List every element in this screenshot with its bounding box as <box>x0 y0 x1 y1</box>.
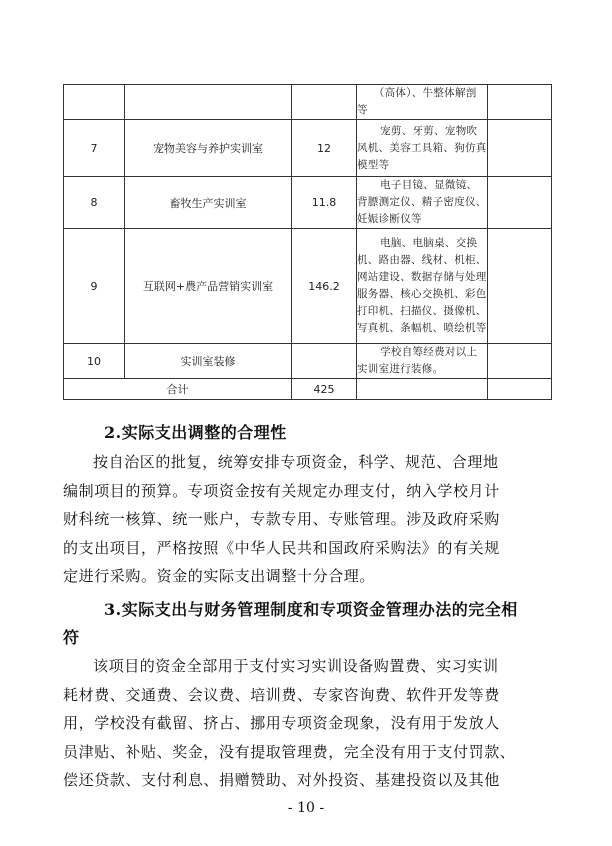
section3-line: 耗材费、交通费、会议费、培训费、专家咨询费、软件开发等费 <box>63 685 500 704</box>
page-number: - 10 - <box>287 800 325 816</box>
table-row <box>64 344 552 379</box>
section3-heading-line2: 符 <box>63 628 80 647</box>
row-description <box>357 229 488 344</box>
total-label: 合计 <box>64 379 292 400</box>
section2-line: 定进行采购。资金的实际支出调整十分合理。 <box>63 567 376 586</box>
row-description <box>357 85 488 120</box>
row-note <box>488 120 552 177</box>
section2-line: 按自治区的批复，统筹安排专项资金，科学、规范、合理地 <box>93 453 499 471</box>
row-note <box>488 229 552 344</box>
row-amount: 11.8 <box>292 177 357 229</box>
row-note <box>488 344 552 379</box>
section2-line: 编制项目的预算。专项资金按有关规定办理支付，纳入学校月计 <box>63 481 500 500</box>
row-note <box>488 177 552 229</box>
total-amount: 425 <box>292 379 357 400</box>
row-amount <box>292 85 357 120</box>
table-row <box>64 177 552 229</box>
row-name: 宠物美容与养护实训室 <box>125 120 292 177</box>
total-note-cell <box>488 379 552 400</box>
section2-line: 的支出项目，严格按照《中华人民共和国政府采购法》的有关规 <box>63 538 500 557</box>
total-desc-cell <box>357 379 488 400</box>
section3-line: 员津贴、补贴、奖金，没有提取管理费，完全没有用于支付罚款、 <box>63 742 516 761</box>
row-amount: 12 <box>292 120 357 177</box>
equipment-table <box>63 84 552 400</box>
row-amount: 146.2 <box>292 229 357 344</box>
row-description-text: 宠剪、牙剪、宠物吹风机、美容工具箱、狗仿真模型等 <box>357 124 487 171</box>
section2-line: 财科统一核算、统一账户，专款专用、专账管理。涉及政府采购 <box>63 510 500 529</box>
table-row <box>64 120 552 177</box>
section3-line: 偿还贷款、支付利息、捐赠赞助、对外投资、基建投资以及其他 <box>63 771 500 790</box>
row-name: 互联网+農产品营销实训室 <box>125 229 292 344</box>
row-description-text: 电子目镜、显微镜、背膘测定仪、精子密度仪、妊娠诊断仪等 <box>357 179 487 225</box>
section3-line: 该项目的资金全部用于支付实习实训设备购置费、实习实训 <box>93 657 499 675</box>
table-row <box>64 85 552 120</box>
table-row <box>64 229 552 344</box>
row-amount <box>292 344 357 379</box>
section3-paragraph <box>63 652 552 795</box>
section3-heading-line1: 3.实际支出与财务管理制度和专项资金管理办法的完全相 <box>104 600 518 619</box>
row-description-text: 电脑、电脑桌、交换机、路由器、线材、机柜、网站建设、数据存储与处理服务器、核心交换机、彩色打印机、扫描仪、摄像机、写真机、条幅机、喷绘机等 <box>357 237 487 334</box>
row-name: 畜牧生产实训室 <box>125 177 292 229</box>
row-description-text: 学校自筹经费对以上实训室进行装修。 <box>357 346 478 375</box>
row-description <box>357 344 488 379</box>
row-number: 9 <box>64 229 125 344</box>
row-note <box>488 85 552 120</box>
row-description <box>357 120 488 177</box>
row-description <box>357 177 488 229</box>
row-number: 7 <box>64 120 125 177</box>
row-description-text: （高体）、牛整体解剖等 <box>357 87 477 116</box>
section3-line: 用，学校没有截留、挤占、挪用专项资金现象，没有用于发放人 <box>63 714 500 733</box>
section2-heading: 2.实际支出调整的合理性 <box>104 423 287 442</box>
row-number <box>64 85 125 120</box>
row-name <box>125 85 292 120</box>
row-name: 实训室装修 <box>125 344 292 379</box>
row-number: 10 <box>64 344 125 379</box>
row-number: 8 <box>64 177 125 229</box>
section2-paragraph <box>63 448 552 591</box>
table-total-row <box>64 379 552 400</box>
